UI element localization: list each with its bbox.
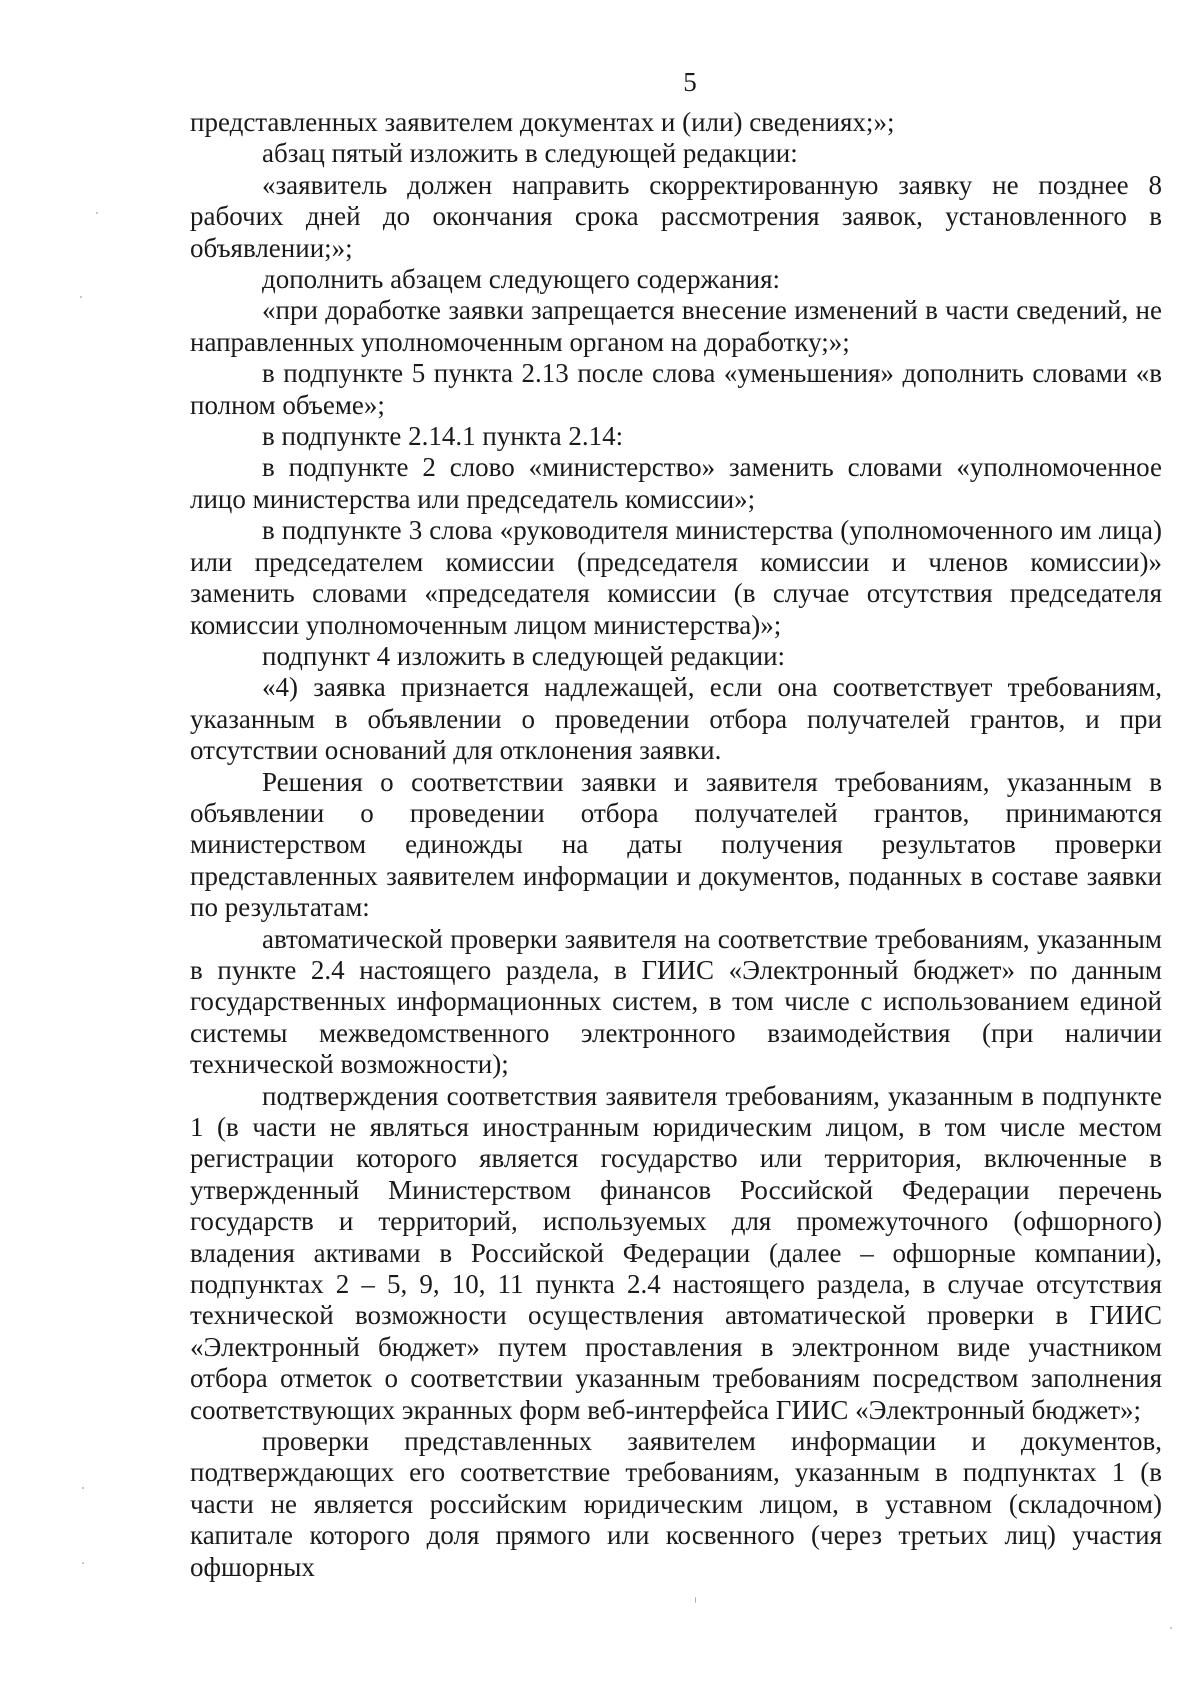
scan-speck (96, 212, 98, 214)
scan-speck (695, 1597, 696, 1603)
paragraph-subclause-3: в подпункте 3 слова «руководителя министерства (уполномоченного им лица) или председателем комиссии (председателя комиссии и членов комиссии)» заменить словами «председателя комиссии (в случае отсутствия председателя комиссии уполномоченным лицом министерства)»; (190, 515, 1162, 640)
scan-speck (1170, 1627, 1172, 1629)
document-body (190, 107, 1162, 1583)
paragraph-subclause-4: подпункт 4 изложить в следующей редакции: (262, 640, 786, 671)
paragraph-subclause-2-14-1: в подпункте 2.14.1 пункта 2.14: (262, 421, 624, 452)
scan-speck (82, 1487, 84, 1489)
paragraph-confirmation: подтверждения соответствия заявителя требованиям, указанным в подпункте 1 (в части не являться иностранным юридическим лицом, в том числе местом регистрации которого является государство или территория, включенные в утвержденный Министерством финансов Российской Федерации перечень государств и территорий, используемых для промежуточного (офшорного) владения активами в Российской Федерации (далее – офшорные компании), подпунктах 2 – 5, 9, 10, 11 пункта 2.4 настоящего раздела, в случае отсутствия технической возможности осуществления автоматической проверки в ГИИС «Электронный бюджет» путем проставления в электронном виде участником отбора отметок о соответствии указанным требованиям посредством заполнения соответствующих экранных форм веб-интерфейса ГИИС «Электронный бюджет»; (190, 1080, 1162, 1425)
scan-speck (82, 1562, 84, 1564)
paragraph-automatic-check: автоматической проверки заявителя на соответствие требованиям, указанным в пункте 2.4 настоящего раздела, в ГИИС «Электронный бюджет» по данным государственных информационных систем, в том числе с использованием единой системы межведомственного электронного взаимодействия (при наличии технической возможности); (190, 923, 1162, 1080)
paragraph-subclause-2: в подпункте 2 слово «министерство» заменить словами «уполномоченное лицо министерства или председатель комиссии»; (190, 452, 1162, 514)
paragraph-quote-revision: «при доработке заявки запрещается внесение изменений в части сведений, не направленных уполномоченным органом на доработку;»; (190, 295, 1162, 357)
paragraph-quote-item-4: «4) заявка признается надлежащей, если она соответствует требованиям, указанным в объявлении о проведении отбора получателей грантов, и при отсутствии оснований для отклонения заявки. (190, 672, 1162, 766)
page-number: 5 (683, 67, 697, 97)
paragraph-decisions: Решения о соответствии заявки и заявителя требованиям, указанным в объявлении о проведении отбора получателей грантов, принимаются министерством единожды на даты получения результатов проверки представленных заявителем информации и документов, поданных в составе заявки по результатам: (190, 766, 1162, 923)
paragraph-add-clause: дополнить абзацем следующего содержания: (262, 264, 781, 295)
paragraph-document-check: проверки представленных заявителем информации и документов, подтверждающих его соответствие требованиям, указанным в подпунктах 1 (в части не является российским юридическим лицом, в уставном (складочном) капитале которого доля прямого или косвенного (через третьих лиц) участия офшорных (190, 1426, 1162, 1582)
paragraph-subclause-2-13: в подпункте 5 пункта 2.13 после слова «уменьшения» дополнить словами «в полном объеме»; (190, 358, 1162, 420)
paragraph-quote-deadline: «заявитель должен направить скорректированную заявку не позднее 8 рабочих дней до окончания срока рассмотрения заявок, установленного в объявлении;»; (190, 169, 1162, 263)
scan-speck (80, 296, 82, 298)
paragraph-amend-fifth: абзац пятый изложить в следующей редакции: (262, 138, 798, 169)
paragraph-continuation: представленных заявителем документах и (или) сведениях;»; (190, 107, 895, 137)
